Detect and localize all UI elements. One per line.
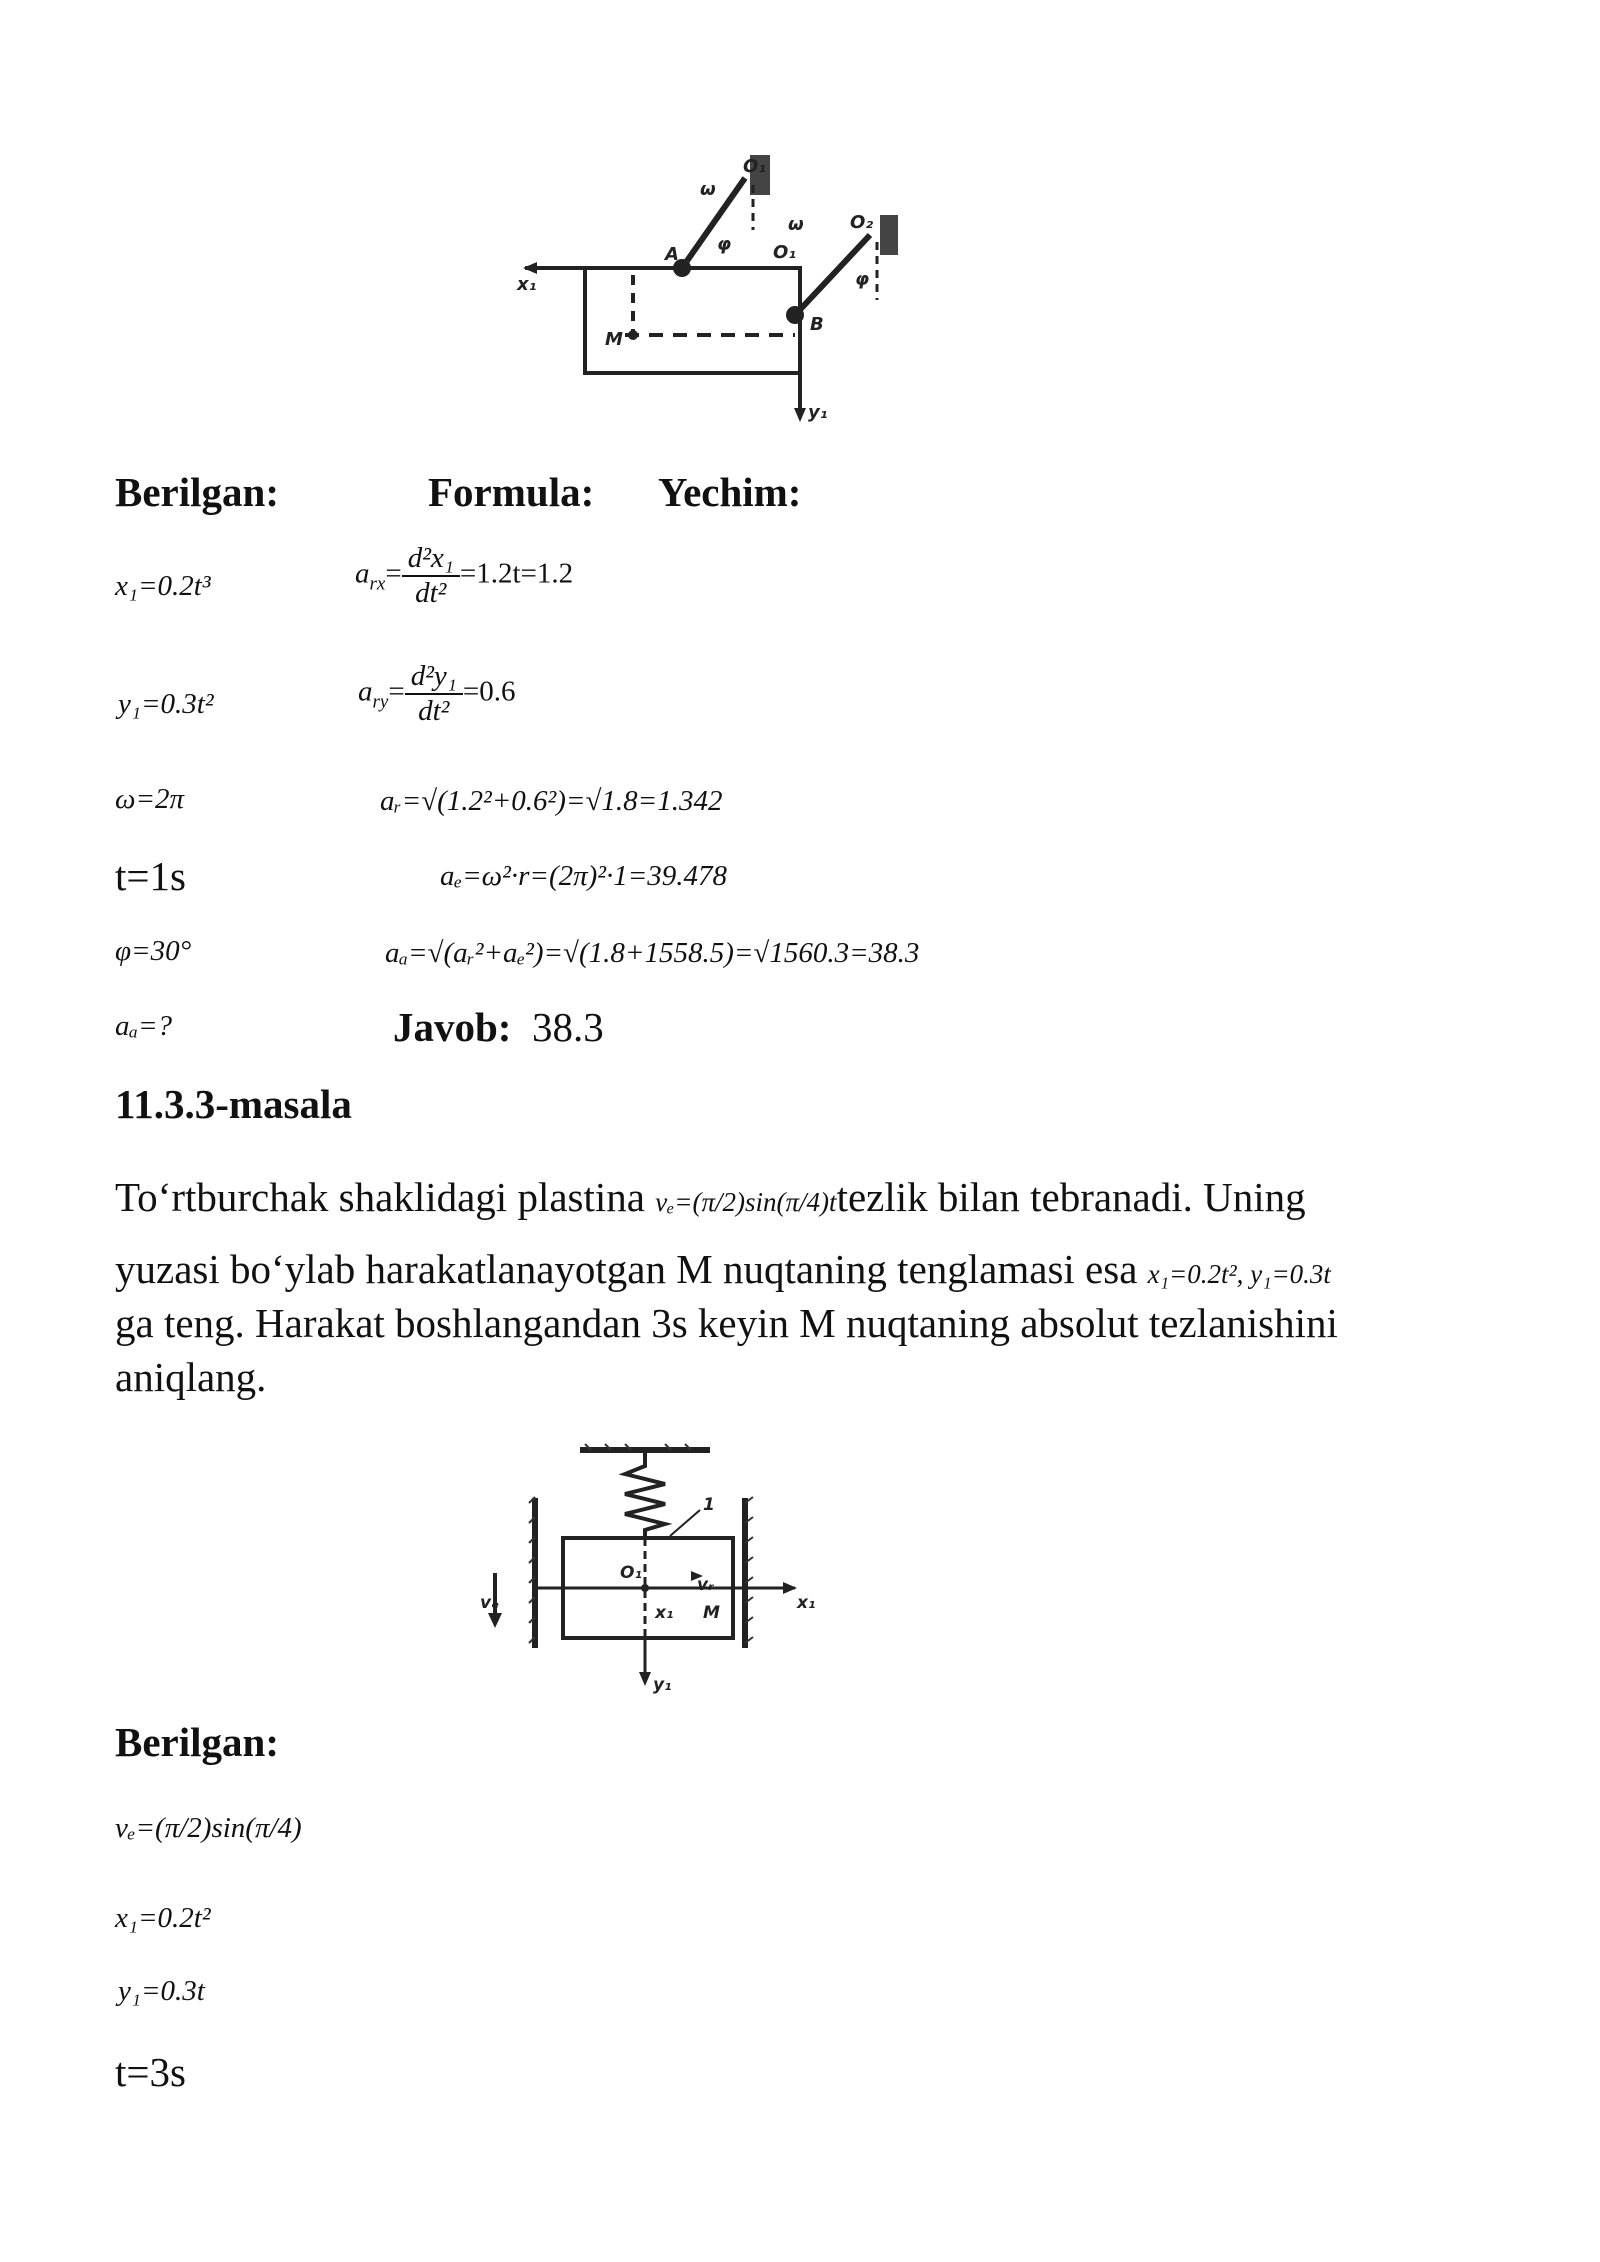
fig2-label-x1: x₁ — [797, 1593, 816, 1613]
problem-line-3: ga teng. Harakat boshlangandan 3s keyin M nuqtaning absolut tezlanishini — [115, 1300, 1338, 1346]
given2-t: t=3s — [115, 2049, 186, 2095]
given-phi: φ=30° — [115, 935, 192, 967]
formula-aa: aₐ=√(aᵣ²+aₑ²)=√(1.8+1558.5)=√1560.3=38.3 — [385, 937, 920, 969]
answer-label: Javob: — [393, 1004, 512, 1050]
given2-ve: vₑ=(π/2)sin(π/4) — [115, 1812, 302, 1844]
equation-ve-inline: vₑ=(π/2)sin(π/4)t — [655, 1187, 837, 1217]
equation-xy-inline: x₁=0.2t², y₁=0.3t — [1147, 1259, 1331, 1289]
label-omega2: ω — [788, 214, 804, 235]
problem-line-4: aniqlang. — [115, 1354, 267, 1400]
given2-x1: x₁=0.2t² — [115, 1902, 211, 1934]
formula-ar: aᵣ=√(1.2²+0.6²)=√1.8=1.342 — [380, 785, 723, 817]
answer-value: 38.3 — [531, 1004, 604, 1050]
given-aa: aₐ=? — [115, 1010, 173, 1042]
formula-header: Formula: — [428, 469, 595, 515]
answer — [393, 1003, 604, 1051]
label-x1: x₁ — [517, 274, 537, 295]
given-header: Berilgan: — [115, 469, 279, 515]
fig2-label-o1: O₁ — [620, 1563, 642, 1583]
problem-title: 11.3.3-masala — [115, 1081, 352, 1127]
label-o1a: O₁ — [743, 156, 767, 177]
figure-mechanism-plate — [505, 150, 925, 430]
fig2-label-y1: y₁ — [653, 1675, 672, 1695]
given-x1: x₁=0.2t³ — [115, 570, 211, 602]
label-phi1: φ — [717, 234, 732, 255]
label-a: A — [665, 244, 679, 265]
solution-header: Yechim: — [658, 469, 802, 515]
fig2-label-xm: x₁ — [655, 1603, 674, 1623]
formula-arx: $a_{rx}=$ $\frac{\text{d²x₁}}{\text{dt²}}$ =1.2t=1.2 — [355, 542, 574, 609]
label-omega1: ω — [700, 179, 716, 200]
label-b: B — [810, 314, 824, 335]
problem-line-2: yuzasi bo‘ylab harakatlanayotgan M nuqtaning tenglamasi esa x₁=0.2t², y₁=0.3t — [115, 1246, 1331, 1292]
given-omega: ω=2π — [115, 783, 185, 815]
given-y1: y₁=0.3t² — [118, 688, 214, 720]
label-phi2: φ — [855, 269, 870, 290]
label-y1: y₁ — [808, 402, 828, 423]
figure-oscillating-plate — [475, 1438, 845, 1698]
problem-line-1: To‘rtburchak shaklidagi plastina vₑ=(π/2)sin(π/4)ttezlik bilan tebranadi. Uning — [115, 1174, 1306, 1220]
formula-ary: $a_{ry}=$ $\frac{\text{d²y₁}}{\text{dt²}}$ =0.6 — [358, 660, 516, 727]
fig2-label-one: 1 — [703, 1495, 715, 1515]
formula-ae: aₑ=ω²·r=(2π)²·1=39.478 — [440, 860, 728, 892]
given2-y1: y₁=0.3t — [118, 1975, 205, 2007]
label-m: M — [605, 329, 623, 350]
fig2-label-vr: vᵣ — [697, 1575, 714, 1595]
given2-header: Berilgan: — [115, 1719, 279, 1765]
fig2-label-m: M — [703, 1603, 720, 1623]
label-o1b: O₁ — [773, 242, 797, 263]
label-o2: O₂ — [850, 212, 874, 233]
fig2-label-ve: vₑ — [480, 1593, 500, 1613]
given-t: t=1s — [115, 853, 186, 899]
